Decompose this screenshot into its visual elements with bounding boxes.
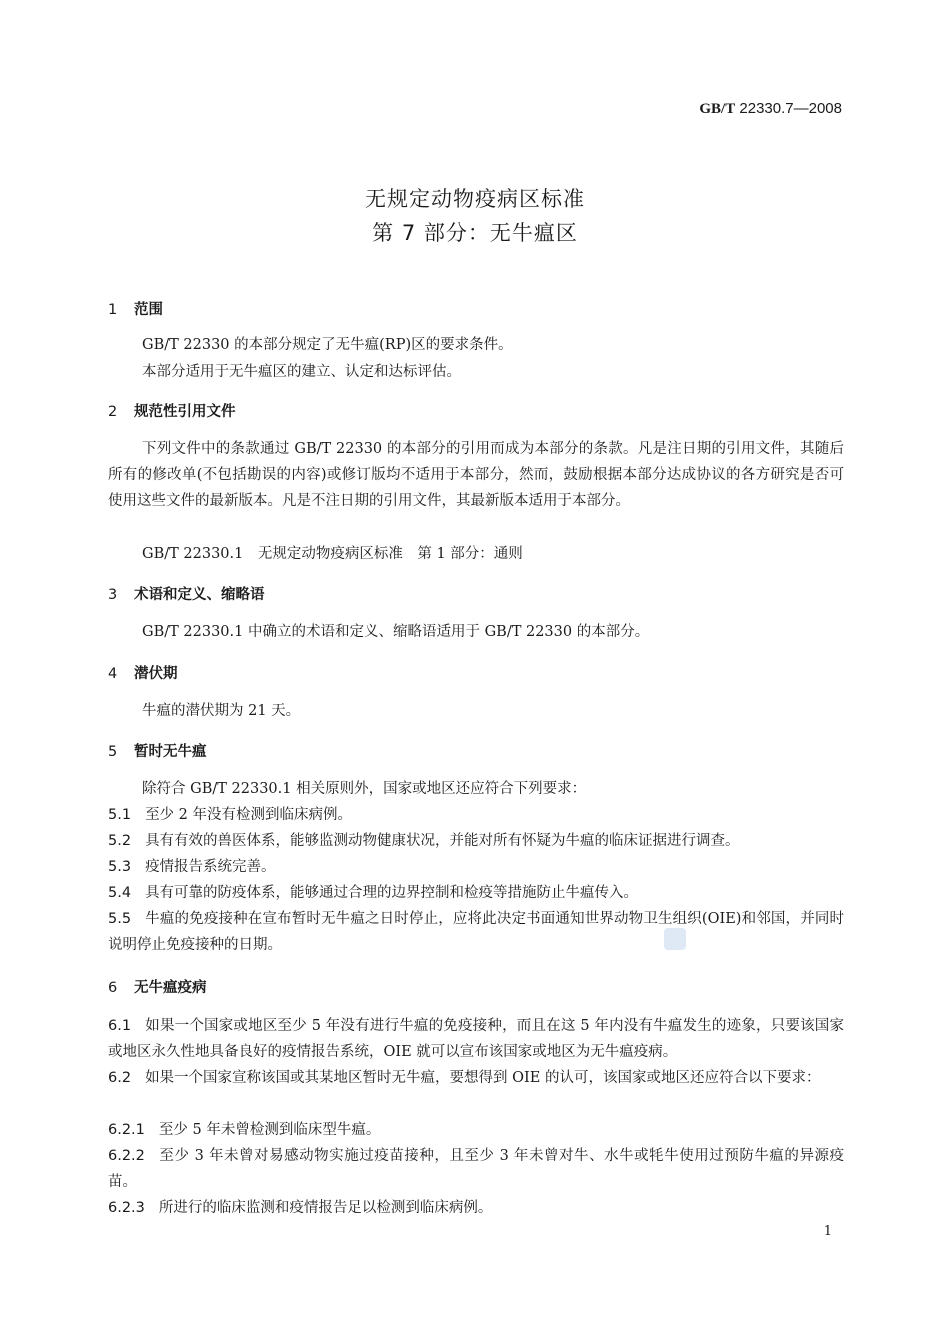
paragraph: 除符合 GB/T 22330.1 相关原则外，国家或地区还应符合下列要求： xyxy=(142,781,587,797)
clause-6-2: 6.2 如果一个国家宣称该国或其某地区暂时无牛瘟，要想得到 OIE 的认可，该国家或地区还应符合以下要求： xyxy=(108,1070,821,1086)
clause-5-2: 5.2 具有有效的兽医体系，能够监测动物健康状况，并能对所有怀疑为牛瘟的临床证据进行调查。 xyxy=(108,833,740,849)
clause-5-4: 5.4 具有可靠的防疫体系，能够通过合理的边界控制和检疫等措施防止牛瘟传入。 xyxy=(108,885,639,901)
paragraph: GB/T 22330 的本部分规定了无牛瘟(RP)区的要求条件。 xyxy=(142,337,513,353)
section-heading-5: 5 暂时无牛瘟 xyxy=(108,744,207,760)
paragraph: 下列文件中的条款通过 GB/T 22330 的本部分的引用而成为本部分的条款。凡是注日期的引用文件，其随后所有的修改单(不包括勘误的内容)或修订版均不适用于本部分，然而，鼓励根据本部分达成协议的各方研究是否可使用这些文件的最新版本。凡是不注日期的引用文件，其最新版本适用于本部分。 xyxy=(108,441,844,509)
document-title: 无规定动物疫病区标准 xyxy=(365,187,585,211)
paragraph: GB/T 22330.1 中确立的术语和定义、缩略语适用于 GB/T 22330 的本部分。 xyxy=(142,624,650,640)
normative-reference: GB/T 22330.1 无规定动物疫病区标准 第 1 部分：通则 xyxy=(142,546,523,562)
clause-5-1: 5.1 至少 2 年没有检测到临床病例。 xyxy=(108,807,353,823)
section-heading-1: 1 范围 xyxy=(108,302,163,318)
watermark-logo xyxy=(664,928,686,950)
standard-number: GB/T 22330.7—2008 xyxy=(699,100,842,117)
clause-5-3: 5.3 疫情报告系统完善。 xyxy=(108,859,276,875)
clause-5-5: 5.5 牛瘟的免疫接种在宣布暂时无牛瘟之日时停止，应将此决定书面通知世界动物卫生组织(OIE)和邻国，并同时说明停止免疫接种的日期。 xyxy=(108,911,844,953)
paragraph: 牛瘟的潜伏期为 21 天。 xyxy=(142,703,301,719)
clause-6-2-3: 6.2.3 所进行的临床监测和疫情报告足以检测到临床病例。 xyxy=(108,1200,493,1216)
section-heading-3: 3 术语和定义、缩略语 xyxy=(108,587,265,603)
clause-6-1: 6.1 如果一个国家或地区至少 5 年没有进行牛瘟的免疫接种，而且在这 5 年内没有牛瘟发生的迹象，只要该国家或地区永久性地具备良好的疫情报告系统，OIE 就可以宣布该国家或地区为无牛瘟疫病。 xyxy=(108,1018,844,1060)
clause-6-2-1: 6.2.1 至少 5 年未曾检测到临床型牛瘟。 xyxy=(108,1122,381,1138)
section-heading-4: 4 潜伏期 xyxy=(108,666,178,682)
document-subtitle: 第 7 部分：无牛瘟区 xyxy=(372,221,578,245)
clause-6-2-2: 6.2.2 至少 3 年未曾对易感动物实施过疫苗接种，且至少 3 年未曾对牛、水牛或牦牛使用过预防牛瘟的异源疫苗。 xyxy=(108,1148,844,1190)
paragraph: 本部分适用于无牛瘟区的建立、认定和达标评估。 xyxy=(142,364,461,380)
page-number: 1 xyxy=(823,1224,832,1239)
section-heading-2: 2 规范性引用文件 xyxy=(108,404,236,420)
section-heading-6: 6 无牛瘟疫病 xyxy=(108,980,207,996)
